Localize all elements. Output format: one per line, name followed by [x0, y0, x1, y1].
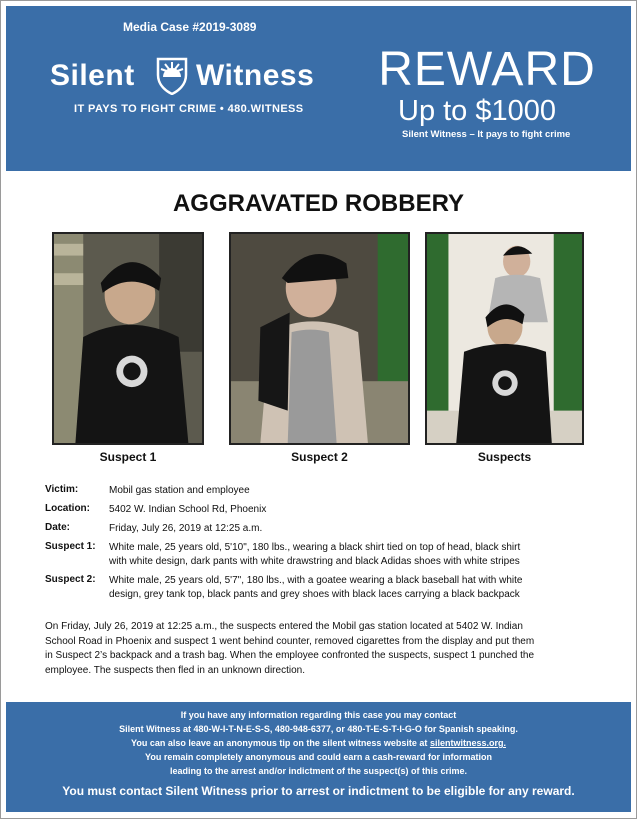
- suspect-2-label: Suspect 2:: [45, 574, 96, 585]
- reward-heading: REWARD: [378, 43, 596, 96]
- footer-line-2: Silent Witness at 480-W-I-T-N-E-S-S, 480-948-6377, or 480-T-E-S-T-I-G-O for Spanish speaking.: [119, 724, 518, 734]
- date-label: Date:: [45, 522, 71, 533]
- narrative-line-2: School Road in Phoenix and suspect 1 went behind counter, removed cigarettes from the display and put them: [45, 635, 535, 647]
- location-value: 5402 W. Indian School Rd, Phoenix: [109, 504, 267, 515]
- suspect-2-caption: Suspect 2: [291, 450, 348, 464]
- footer-line-1: If you have any information regarding this case you may contact: [180, 710, 457, 720]
- narrative-line-1: On Friday, July 26, 2019 at 12:25 a.m., the suspects entered the Mobil gas station located at 5402 W. Indian: [45, 621, 523, 632]
- suspect-2-description: [109, 574, 579, 602]
- incident-narrative: [45, 620, 593, 678]
- logo-word-witness: Witness: [196, 59, 315, 92]
- date-value: Friday, July 26, 2019 at 12:25 a.m.: [109, 523, 263, 534]
- victim-label: Victim:: [45, 484, 79, 495]
- footer-line-3: [6, 738, 631, 748]
- narrative-line-3: in Suspect 2’s backpack and a trash bag. When the employee confronted the suspects, suspect 1 punched the: [45, 650, 535, 661]
- location-label: Location:: [45, 503, 90, 514]
- reward-amount: Up to $1000: [398, 95, 557, 127]
- footer-line-5: leading to the arrest and/or indictment of the suspect(s) of this crime.: [169, 766, 468, 776]
- suspect-1-photo: [52, 232, 204, 445]
- silent-witness-logo: [50, 59, 340, 129]
- footer-banner: [6, 702, 631, 812]
- footer-line-3-text: You can also leave an anonymous tip on the silent witness website at: [131, 738, 430, 748]
- logo-tagline: IT PAYS TO FIGHT CRIME • 480.WITNESS: [74, 103, 304, 115]
- suspect-2-line-1: White male, 25 years old, 5'7", 180 lbs., with a goatee wearing a black baseball hat with white: [109, 575, 523, 586]
- suspect-1-caption: Suspect 1: [99, 450, 157, 464]
- suspect-1-label: Suspect 1:: [45, 541, 96, 552]
- suspect-2-line-2: design, grey tank top, black pants and grey shoes with black laces carrying a black backpack: [109, 589, 520, 600]
- reward-tagline: Silent Witness – It pays to fight crime: [402, 129, 571, 140]
- sunrise-shield-icon: [154, 55, 190, 95]
- crime-title: AGGRAVATED ROBBERY: [172, 190, 465, 217]
- victim-value: Mobil gas station and employee: [109, 485, 250, 496]
- suspects-photo: [425, 232, 584, 445]
- footer-line-4: You remain completely anonymous and could earn a cash-reward for information: [145, 752, 492, 762]
- logo-word-silent: Silent: [50, 59, 135, 92]
- media-case-number: Media Case #2019-3089: [123, 20, 257, 34]
- suspect-2-photo: [229, 232, 410, 445]
- suspect-1-description: [109, 541, 579, 569]
- header-banner: [6, 6, 631, 171]
- website-link[interactable]: silentwitness.org.: [429, 738, 506, 748]
- suspect-1-line-2: with white design, dark pants with white drawstring and black Adidas shoes with white stripes: [109, 556, 520, 567]
- suspect-1-line-1: White male, 25 years old, 5'10", 180 lbs., wearing a black shirt tied on top of head, black shirt: [109, 542, 521, 553]
- footer-eligibility-notice: You must contact Silent Witness prior to arrest or indictment to be eligible for any reward.: [62, 784, 575, 798]
- suspects-caption: Suspects: [477, 450, 532, 464]
- narrative-line-4: employee. The suspects then fled in an unknown direction.: [45, 664, 305, 676]
